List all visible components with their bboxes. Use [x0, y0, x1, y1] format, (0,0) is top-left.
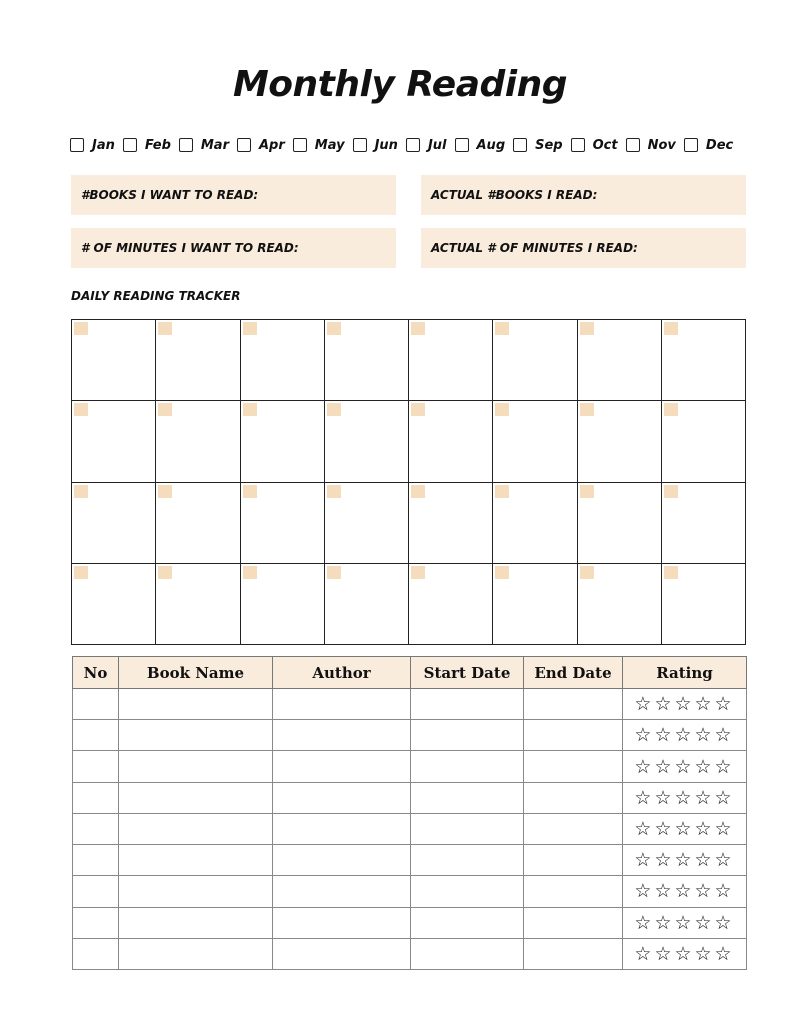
month-option[interactable]	[353, 138, 398, 153]
book-name-cell[interactable]	[119, 876, 273, 907]
checkbox[interactable]	[571, 138, 585, 152]
author-cell[interactable]	[273, 907, 411, 938]
book-name-cell[interactable]	[119, 689, 273, 720]
rating-stars[interactable]: ☆☆☆☆☆	[623, 689, 747, 720]
day-number-marker	[327, 322, 341, 335]
start-date-cell[interactable]	[411, 907, 524, 938]
table-row	[73, 689, 747, 720]
tracker-day-cell[interactable]	[325, 564, 409, 645]
month-option[interactable]	[513, 138, 563, 153]
tracker-day-cell[interactable]	[156, 320, 240, 401]
tracker-day-cell[interactable]	[241, 564, 325, 645]
end-date-cell[interactable]	[524, 782, 623, 813]
tracker-day-cell[interactable]	[578, 483, 662, 564]
end-date-cell[interactable]	[524, 938, 623, 969]
month-label: Mar	[200, 137, 229, 153]
books-want-label: #BOOKS I WANT TO READ:	[81, 188, 259, 202]
day-number-marker	[74, 566, 88, 579]
row-number-cell[interactable]	[73, 689, 119, 720]
table-row	[73, 782, 747, 813]
rating-stars[interactable]: ☆☆☆☆☆	[623, 813, 747, 844]
month-option[interactable]	[179, 138, 229, 153]
minutes-want-field[interactable]	[71, 228, 396, 268]
rating-stars[interactable]: ☆☆☆☆☆	[623, 751, 747, 782]
day-number-marker	[580, 403, 594, 416]
start-date-cell[interactable]	[411, 782, 524, 813]
tracker-day-cell[interactable]	[493, 401, 577, 482]
day-number-marker	[580, 322, 594, 335]
tracker-day-cell[interactable]	[156, 564, 240, 645]
month-label: Feb	[144, 137, 171, 153]
tracker-day-cell[interactable]	[662, 483, 746, 564]
month-option[interactable]	[455, 138, 506, 153]
day-number-marker	[495, 322, 509, 335]
table-row	[73, 938, 747, 969]
day-number-marker	[74, 322, 88, 335]
tracker-day-cell[interactable]	[662, 320, 746, 401]
day-number-marker	[327, 403, 341, 416]
day-number-marker	[411, 403, 425, 416]
month-label: Jun	[374, 137, 398, 153]
author-cell[interactable]	[273, 751, 411, 782]
month-option[interactable]	[123, 138, 171, 153]
author-cell[interactable]	[273, 720, 411, 751]
month-label: Dec	[705, 137, 734, 153]
month-option[interactable]	[406, 138, 447, 153]
day-number-marker	[74, 403, 88, 416]
row-number-cell[interactable]	[73, 751, 119, 782]
checkbox[interactable]	[70, 138, 84, 152]
end-date-cell[interactable]	[524, 720, 623, 751]
tracker-day-cell[interactable]	[578, 320, 662, 401]
book-name-cell[interactable]	[119, 845, 273, 876]
checkbox[interactable]	[513, 138, 527, 152]
checkbox[interactable]	[684, 138, 698, 152]
day-number-marker	[74, 485, 88, 498]
tracker-day-cell[interactable]	[72, 320, 156, 401]
row-number-cell[interactable]	[73, 782, 119, 813]
start-date-cell[interactable]	[411, 845, 524, 876]
tracker-day-cell[interactable]	[578, 401, 662, 482]
month-label: Nov	[647, 137, 676, 153]
month-option[interactable]	[70, 138, 115, 153]
checkbox[interactable]	[406, 138, 420, 152]
tracker-day-cell[interactable]	[578, 564, 662, 645]
tracker-day-cell[interactable]	[241, 320, 325, 401]
table-body	[73, 689, 747, 970]
month-checklist	[70, 135, 750, 155]
day-number-marker	[664, 403, 678, 416]
tracker-day-cell[interactable]	[493, 564, 577, 645]
daily-reading-tracker	[71, 319, 746, 645]
month-label: Sep	[535, 137, 563, 153]
table-row	[73, 720, 747, 751]
rating-stars[interactable]: ☆☆☆☆☆	[623, 876, 747, 907]
book-name-cell[interactable]	[119, 907, 273, 938]
books-actual-field[interactable]	[421, 175, 746, 215]
day-number-marker	[411, 566, 425, 579]
page-title: Monthly Reading	[232, 64, 567, 105]
start-date-cell[interactable]	[411, 720, 524, 751]
tracker-day-cell[interactable]	[72, 483, 156, 564]
tracker-day-cell[interactable]	[72, 564, 156, 645]
month-label: Apr	[259, 137, 285, 153]
start-date-cell[interactable]	[411, 876, 524, 907]
books-actual-label: ACTUAL #BOOKS I READ:	[431, 188, 598, 202]
end-date-cell[interactable]	[524, 813, 623, 844]
rating-stars[interactable]: ☆☆☆☆☆	[623, 938, 747, 969]
tracker-day-cell[interactable]	[409, 401, 493, 482]
day-number-marker	[158, 322, 172, 335]
row-number-cell[interactable]	[73, 720, 119, 751]
tracker-day-cell[interactable]	[409, 483, 493, 564]
tracker-day-cell[interactable]	[325, 483, 409, 564]
row-number-cell[interactable]	[73, 938, 119, 969]
day-number-marker	[158, 403, 172, 416]
header-author: Author	[273, 657, 411, 689]
author-cell[interactable]	[273, 689, 411, 720]
checkbox[interactable]	[293, 138, 307, 152]
day-number-marker	[411, 485, 425, 498]
author-cell[interactable]	[273, 813, 411, 844]
author-cell[interactable]	[273, 782, 411, 813]
checkbox[interactable]	[455, 138, 469, 152]
day-number-marker	[327, 566, 341, 579]
end-date-cell[interactable]	[524, 751, 623, 782]
day-number-marker	[495, 485, 509, 498]
day-number-marker	[243, 403, 257, 416]
author-cell[interactable]	[273, 938, 411, 969]
start-date-cell[interactable]	[411, 938, 524, 969]
month-option[interactable]	[571, 138, 618, 153]
day-number-marker	[664, 566, 678, 579]
table-row	[73, 751, 747, 782]
row-number-cell[interactable]	[73, 907, 119, 938]
month-label: Jul	[427, 137, 447, 153]
month-option[interactable]	[626, 138, 676, 153]
minutes-want-label: # OF MINUTES I WANT TO READ:	[81, 241, 299, 255]
tracker-day-cell[interactable]	[662, 564, 746, 645]
checkbox[interactable]	[179, 138, 193, 152]
minutes-actual-label: ACTUAL # OF MINUTES I READ:	[431, 241, 638, 255]
month-option[interactable]	[684, 138, 733, 153]
minutes-actual-field[interactable]	[421, 228, 746, 268]
tracker-day-cell[interactable]	[409, 320, 493, 401]
author-cell[interactable]	[273, 845, 411, 876]
tracker-day-cell[interactable]	[409, 564, 493, 645]
month-option[interactable]	[237, 138, 285, 153]
month-label: Jan	[92, 137, 115, 153]
header-start-date: Start Date	[411, 657, 524, 689]
tracker-day-cell[interactable]	[325, 401, 409, 482]
day-number-marker	[664, 485, 678, 498]
tracker-day-cell[interactable]	[72, 401, 156, 482]
end-date-cell[interactable]	[524, 845, 623, 876]
tracker-day-cell[interactable]	[156, 401, 240, 482]
book-name-cell[interactable]	[119, 782, 273, 813]
header-end-date: End Date	[524, 657, 623, 689]
tracker-day-cell[interactable]	[662, 401, 746, 482]
rating-stars[interactable]: ☆☆☆☆☆	[623, 845, 747, 876]
table-header-row	[73, 657, 747, 689]
row-number-cell[interactable]	[73, 845, 119, 876]
tracker-day-cell[interactable]	[156, 483, 240, 564]
tracker-day-cell[interactable]	[241, 401, 325, 482]
day-number-marker	[243, 485, 257, 498]
day-number-marker	[158, 485, 172, 498]
day-number-marker	[580, 485, 594, 498]
checkbox[interactable]	[626, 138, 640, 152]
month-option[interactable]	[293, 138, 345, 153]
day-number-marker	[327, 485, 341, 498]
checkbox[interactable]	[353, 138, 367, 152]
books-want-field[interactable]	[71, 175, 396, 215]
day-number-marker	[495, 566, 509, 579]
tracker-day-cell[interactable]	[493, 320, 577, 401]
tracker-day-cell[interactable]	[241, 483, 325, 564]
end-date-cell[interactable]	[524, 876, 623, 907]
table-row	[73, 907, 747, 938]
table-row	[73, 876, 747, 907]
month-label: Oct	[592, 137, 618, 153]
day-number-marker	[495, 403, 509, 416]
book-log-table	[72, 656, 747, 970]
book-name-cell[interactable]	[119, 751, 273, 782]
day-number-marker	[243, 566, 257, 579]
month-label: May	[314, 137, 345, 153]
end-date-cell[interactable]	[524, 689, 623, 720]
header-rating: Rating	[623, 657, 747, 689]
day-number-marker	[158, 566, 172, 579]
table-row	[73, 813, 747, 844]
tracker-day-cell[interactable]	[493, 483, 577, 564]
checkbox[interactable]	[237, 138, 251, 152]
start-date-cell[interactable]	[411, 689, 524, 720]
end-date-cell[interactable]	[524, 907, 623, 938]
row-number-cell[interactable]	[73, 876, 119, 907]
day-number-marker	[411, 322, 425, 335]
tracker-day-cell[interactable]	[325, 320, 409, 401]
table-row	[73, 845, 747, 876]
row-number-cell[interactable]	[73, 813, 119, 844]
rating-stars[interactable]: ☆☆☆☆☆	[623, 720, 747, 751]
book-name-cell[interactable]	[119, 720, 273, 751]
header-book-name: Book Name	[119, 657, 273, 689]
day-number-marker	[580, 566, 594, 579]
rating-stars[interactable]: ☆☆☆☆☆	[623, 782, 747, 813]
start-date-cell[interactable]	[411, 813, 524, 844]
book-name-cell[interactable]	[119, 813, 273, 844]
month-label: Aug	[476, 137, 506, 153]
day-number-marker	[243, 322, 257, 335]
rating-stars[interactable]: ☆☆☆☆☆	[623, 907, 747, 938]
tracker-heading: DAILY READING TRACKER	[71, 289, 241, 303]
day-number-marker	[664, 322, 678, 335]
checkbox[interactable]	[123, 138, 137, 152]
start-date-cell[interactable]	[411, 751, 524, 782]
header-no: No	[73, 657, 119, 689]
book-name-cell[interactable]	[119, 938, 273, 969]
author-cell[interactable]	[273, 876, 411, 907]
